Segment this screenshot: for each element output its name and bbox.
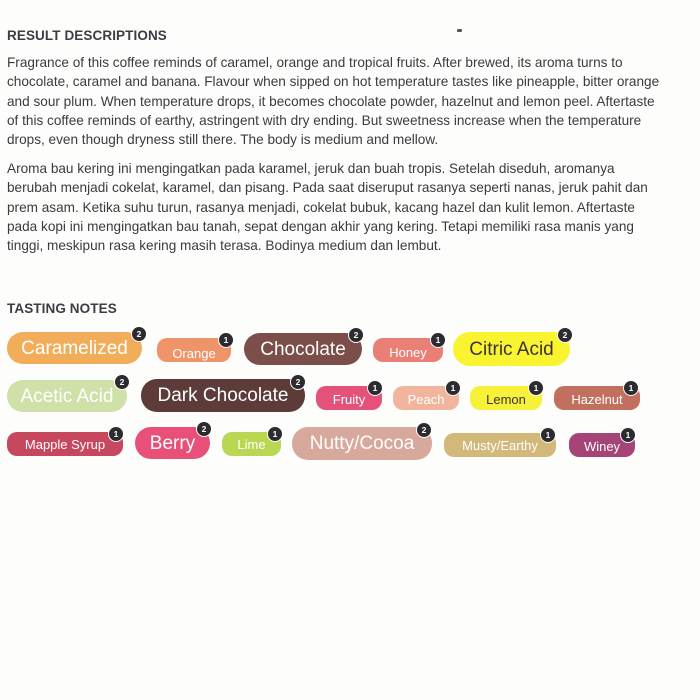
tasting-note-chip (222, 429, 281, 456)
tasting-note-label: Peach (407, 392, 445, 407)
tasting-note-label: Lemon (486, 392, 526, 407)
tasting-note-count-badge: 1 (620, 427, 636, 443)
tasting-note-label: Citric Acid (469, 338, 554, 360)
result-description-en: Fragrance of this coffee reminds of caramel, orange and tropical fruits. After brewed, its aroma turns to chocolate, caramel and banana. Flavour when sipped on hot temperature tastes like pineapple, bitter orange and sour plum. When temperature drops, it becomes chocolate powder, hazelnut and lemon peel. Aftertaste of this coffee reminds of earthy, astringent with dry ending. But sweetness increase when the temperature drops, even though dryness still there. The body is medium and mellow. (7, 55, 660, 148)
tasting-note-count-badge: 2 (416, 422, 432, 438)
tasting-note-count-badge: 2 (114, 374, 130, 390)
tasting-note-chip (7, 377, 127, 412)
tasting-note-chip (444, 430, 556, 457)
scan-speck (457, 29, 462, 32)
tasting-note-chip (7, 329, 142, 364)
tasting-note-label: Hazelnut (571, 392, 623, 407)
tasting-note-label: Musty/Earthy (462, 437, 538, 453)
tasting-note-chip (135, 424, 210, 459)
tasting-note-chip (316, 383, 382, 410)
tasting-note-count-badge: 1 (445, 380, 461, 396)
tasting-note-chip (453, 332, 570, 366)
tasting-note-count-badge: 2 (290, 374, 306, 390)
tasting-note-chip (470, 383, 542, 410)
tasting-note-label: Acetic Acid (20, 385, 114, 407)
result-descriptions-heading: RESULT DESCRIPTIONS (7, 28, 167, 43)
tasting-note-label: Lime (237, 436, 266, 452)
tasting-note-count-badge: 1 (528, 380, 544, 396)
tasting-note-label: Dark Chocolate (157, 385, 289, 406)
tasting-note-chip (373, 335, 443, 362)
tasting-note-count-badge: 1 (108, 426, 124, 442)
tasting-note-count-badge: 1 (430, 332, 446, 348)
tasting-note-chip (292, 427, 432, 460)
tasting-note-chip (244, 330, 362, 365)
tasting-note-count-badge: 2 (557, 327, 573, 343)
tasting-note-label: Winey (583, 439, 621, 454)
result-description-id: Aroma bau kering ini mengingatkan pada karamel, jeruk dan buah tropis. Setelah diseduh, aromanya berubah menjadi cokelat, karamel, dan pisang. Pada saat diseruput rasanya seperti nanas, jeruk pahit dan prem asam. Ketika suhu turun, rasanya menjadi, cokelat bubuk, kacang hazel dan kulit lemon. Aftertaste pada kopi ini mengingatkan bau tanah, sepat dengan akhir yang kering. Tetapi memiliki rasa manis yang tinggi, meskipun rasa kering masih terasa. Bodinya medium dan lembut. (7, 161, 648, 254)
tasting-note-label: Berry (149, 432, 196, 454)
tasting-note-label: Orange (172, 345, 216, 361)
tasting-note-chip (393, 383, 459, 410)
tasting-note-label: Mapple Syrup (24, 436, 106, 452)
tasting-note-count-badge: 2 (131, 326, 147, 342)
tasting-note-label: Nutty/Cocoa (309, 433, 415, 454)
tasting-note-chip (7, 429, 123, 456)
tasting-note-label: Honey (389, 345, 427, 360)
tasting-note-label: Caramelized (21, 337, 128, 359)
tasting-note-count-badge: 2 (196, 421, 212, 437)
tasting-note-label: Fruity (332, 392, 366, 407)
tasting-note-count-badge: 1 (267, 426, 283, 442)
tasting-note-count-badge: 1 (540, 427, 556, 443)
tasting-note-label: Chocolate (260, 338, 346, 360)
tasting-note-chip (554, 383, 640, 410)
tasting-note-chip (141, 379, 305, 412)
tasting-note-count-badge: 1 (367, 380, 383, 396)
tasting-note-count-badge: 1 (218, 332, 234, 348)
tasting-notes-heading: TASTING NOTES (7, 301, 117, 316)
tasting-note-chip (157, 335, 231, 362)
tasting-note-count-badge: 2 (348, 327, 364, 343)
tasting-note-count-badge: 1 (623, 380, 639, 396)
tasting-note-chip (569, 430, 635, 457)
